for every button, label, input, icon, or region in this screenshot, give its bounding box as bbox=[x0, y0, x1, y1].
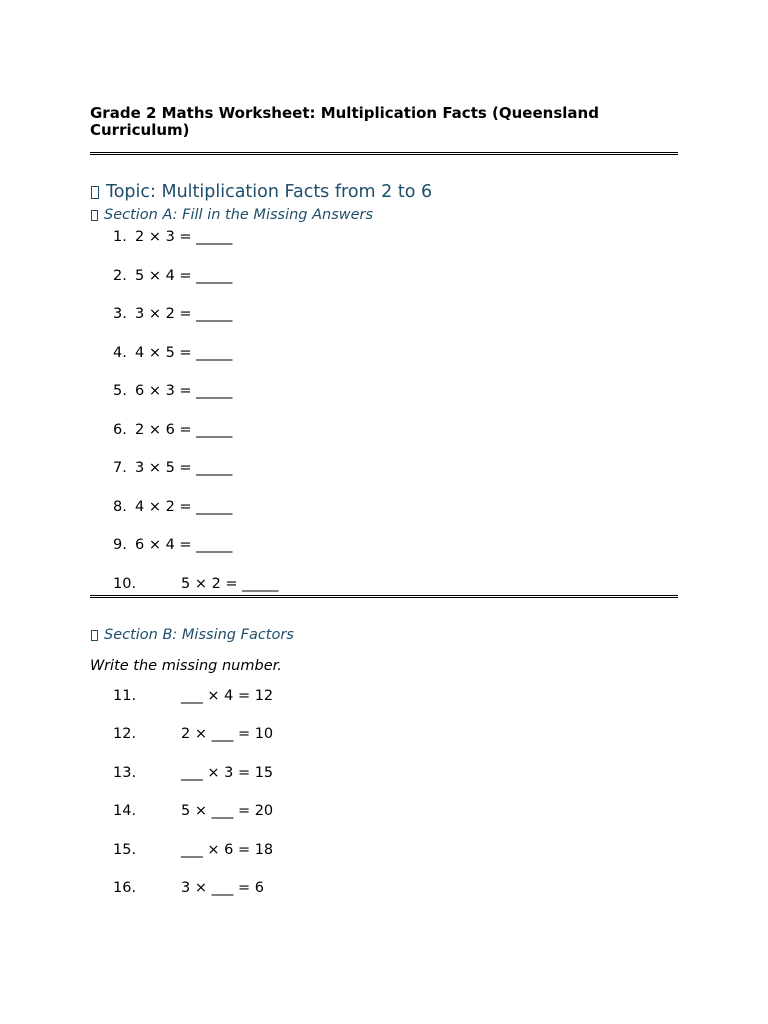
topic-heading bbox=[90, 182, 678, 202]
item-number: 10. bbox=[113, 575, 137, 592]
item-expression: 6 × 4 = _____ bbox=[135, 537, 233, 553]
item-expression: ___ × 6 = 18 bbox=[181, 841, 274, 858]
list-item bbox=[90, 421, 678, 439]
list-item bbox=[90, 344, 678, 362]
item-expression: 6 × 3 = _____ bbox=[135, 383, 233, 399]
topic-text: Topic: Multiplication Facts from 2 to 6 bbox=[106, 182, 433, 202]
list-item bbox=[90, 228, 678, 246]
section-a-heading bbox=[90, 207, 678, 224]
section-b-list bbox=[90, 687, 678, 898]
item-number: 14. bbox=[113, 803, 137, 819]
list-item bbox=[90, 879, 678, 897]
item-number: 11. bbox=[113, 687, 137, 704]
list-item bbox=[90, 498, 678, 516]
section-a-list bbox=[90, 228, 678, 593]
item-number: 13. bbox=[113, 764, 137, 781]
worksheet-title: Grade 2 Maths Worksheet: Multiplication Facts (Queensland Curriculum) bbox=[90, 104, 599, 139]
missing-glyph-icon bbox=[91, 210, 98, 221]
section-divider bbox=[90, 595, 678, 598]
list-item bbox=[90, 841, 678, 859]
title-divider bbox=[90, 152, 678, 155]
item-number: 5. bbox=[113, 383, 127, 399]
list-item bbox=[90, 687, 678, 705]
item-expression: 3 × 2 = _____ bbox=[135, 306, 233, 322]
item-number: 15. bbox=[113, 841, 137, 858]
item-expression: 5 × 4 = _____ bbox=[135, 267, 233, 284]
list-item bbox=[90, 536, 678, 554]
item-number: 2. bbox=[113, 267, 127, 284]
missing-glyph-icon bbox=[91, 630, 98, 641]
item-number: 1. bbox=[113, 229, 127, 245]
item-expression: 3 × ___ = 6 bbox=[181, 880, 264, 896]
item-number: 6. bbox=[113, 421, 127, 438]
list-item bbox=[90, 459, 678, 477]
item-expression: 2 × 3 = _____ bbox=[135, 229, 233, 245]
item-expression: 3 × 5 = _____ bbox=[135, 460, 233, 476]
item-expression: ___ × 3 = 15 bbox=[181, 764, 274, 781]
item-number: 9. bbox=[113, 537, 127, 553]
item-expression: 5 × ___ = 20 bbox=[181, 803, 274, 819]
list-item bbox=[90, 267, 678, 285]
item-expression: 2 × 6 = _____ bbox=[135, 421, 233, 438]
item-number: 3. bbox=[113, 306, 127, 322]
list-item bbox=[90, 305, 678, 323]
list-item bbox=[90, 802, 678, 820]
worksheet-page bbox=[90, 105, 678, 897]
list-item bbox=[90, 382, 678, 400]
section-a-heading-text: Section A: Fill in the Missing Answers bbox=[104, 207, 374, 223]
section-b-instruction: Write the missing number. bbox=[90, 657, 282, 674]
section-b-heading-text: Section B: Missing Factors bbox=[104, 626, 294, 643]
item-expression: ___ × 4 = 12 bbox=[181, 687, 274, 704]
item-expression: 4 × 5 = _____ bbox=[135, 344, 233, 361]
item-expression: 5 × 2 = _____ bbox=[181, 575, 279, 592]
item-expression: 4 × 2 = _____ bbox=[135, 498, 233, 515]
list-item bbox=[90, 725, 678, 743]
section-b-heading bbox=[90, 627, 678, 644]
list-item bbox=[90, 764, 678, 782]
item-expression: 2 × ___ = 10 bbox=[181, 726, 274, 742]
item-number: 8. bbox=[113, 498, 127, 515]
missing-glyph-icon bbox=[91, 186, 99, 199]
item-number: 4. bbox=[113, 344, 127, 361]
item-number: 7. bbox=[113, 460, 127, 476]
item-number: 12. bbox=[113, 726, 137, 742]
item-number: 16. bbox=[113, 880, 137, 896]
list-item bbox=[90, 575, 678, 593]
